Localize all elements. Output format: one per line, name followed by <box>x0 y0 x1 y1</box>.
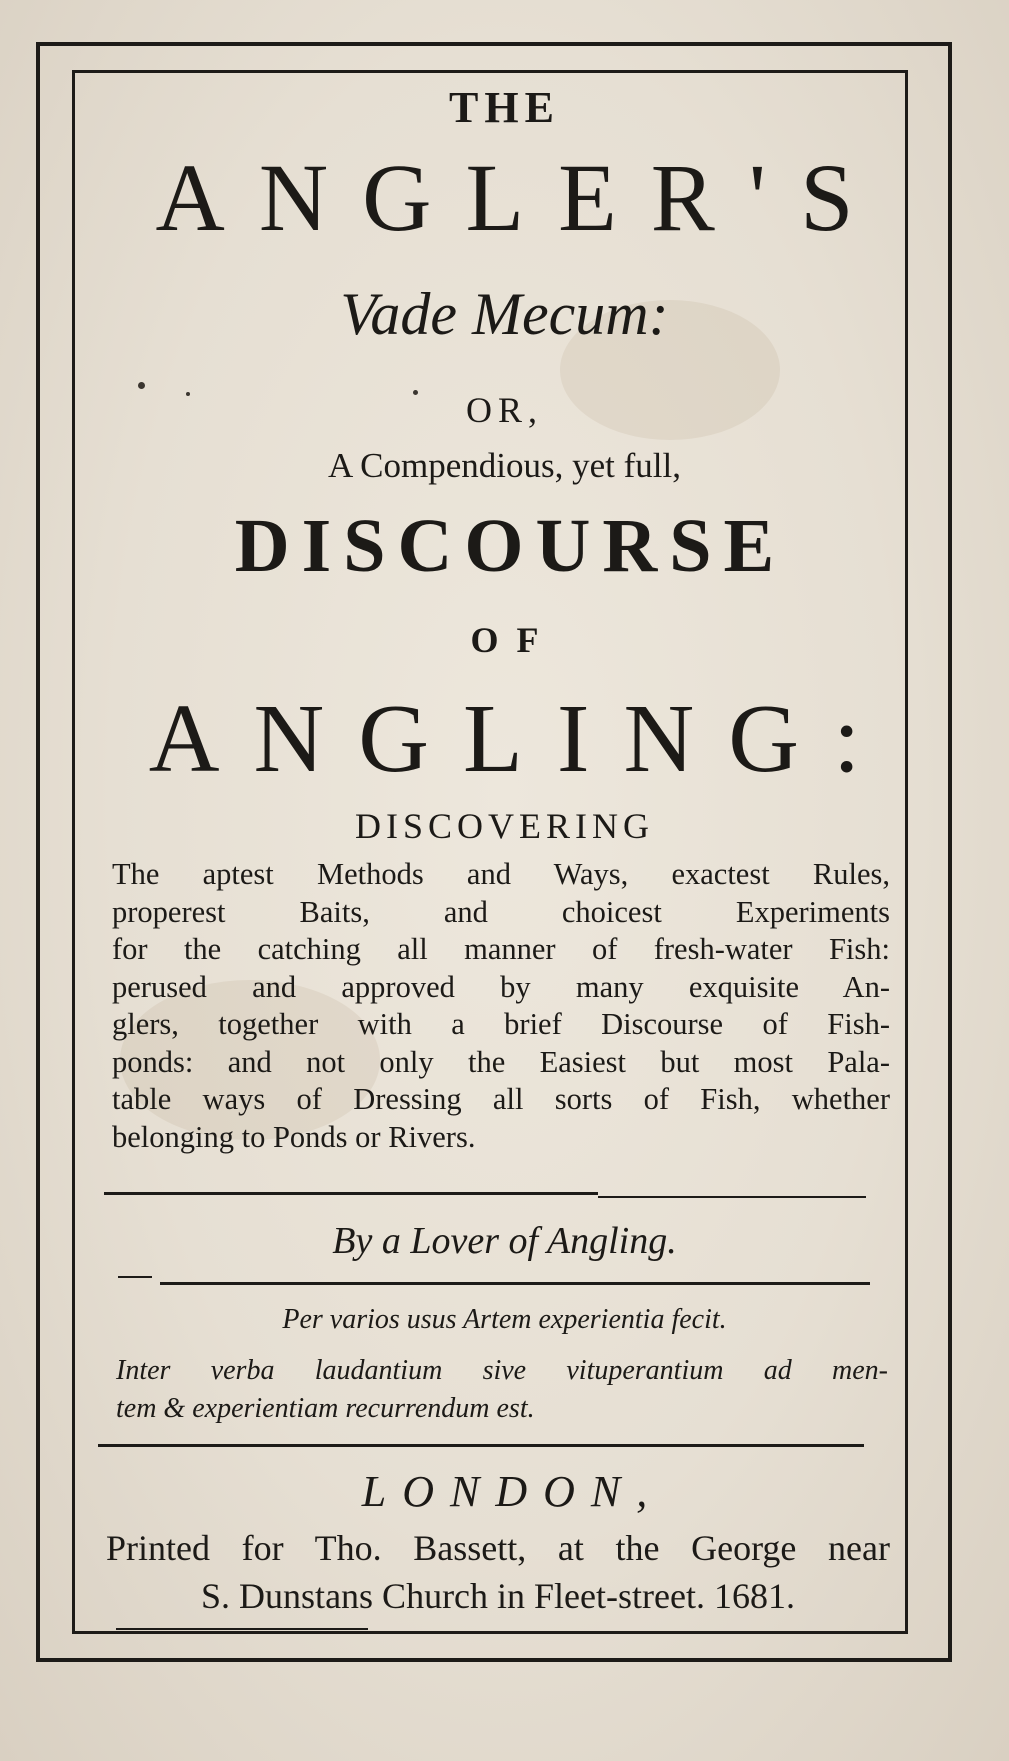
imprint-line: S. Dunstans Church in Fleet-street. 1681. <box>201 1576 795 1616</box>
heading-vade-mecum: Vade Mecum: <box>340 281 669 347</box>
divider-rule <box>118 1276 152 1278</box>
heading-of: OF <box>470 620 557 660</box>
divider-rule <box>98 1444 864 1447</box>
latin-motto: Per varios usus Artem experientia fecit. <box>282 1304 727 1335</box>
divider-rule <box>598 1196 866 1198</box>
imprint <box>106 1524 890 1620</box>
description-line: properest Baits, and choicest Experiments <box>112 894 890 929</box>
latin-motto-line: tem & experientiam recurrendum est. <box>116 1393 535 1424</box>
heading-or: OR, <box>465 390 543 430</box>
divider-rule <box>104 1192 598 1195</box>
description-line: belonging to Ponds or Rivers. <box>112 1119 476 1154</box>
description-line: glers, together with a brief Discourse of Fish- <box>112 1007 890 1041</box>
latin-motto-line: Inter verba laudantium sive vituperantium ad men- <box>116 1355 888 1386</box>
description-line: The aptest Methods and Ways, exactest Rules, <box>112 857 890 891</box>
author-line: By a Lover of Angling. <box>332 1220 677 1262</box>
description-paragraph <box>112 856 890 1156</box>
description-line: table ways of Dressing all sorts of Fish, whether <box>112 1082 890 1116</box>
divider-rule <box>160 1282 870 1285</box>
description-line: perused and approved by many exquisite An- <box>112 969 890 1004</box>
latin-motto-block <box>116 1352 888 1428</box>
divider-rule <box>116 1628 368 1630</box>
heading-angling: ANGLING: <box>148 685 895 793</box>
heading-discourse: DISCOURSE <box>234 504 787 588</box>
imprint-line: Printed for Tho. Bassett, at the George near <box>106 1528 890 1568</box>
divider-rule <box>372 1632 862 1634</box>
subtitle-compendious: A Compendious, yet full, <box>328 446 681 485</box>
heading-anglers: ANGLER'S <box>155 144 888 251</box>
heading-discovering: DISCOVERING <box>354 806 654 846</box>
description-line: for the catching all manner of fresh-water Fish: <box>112 932 890 966</box>
ink-spot <box>138 382 145 389</box>
description-line: ponds: and not only the Easiest but most Pala- <box>112 1044 890 1079</box>
heading-the: THE <box>449 83 560 132</box>
imprint-city: LONDON, <box>361 1467 664 1516</box>
